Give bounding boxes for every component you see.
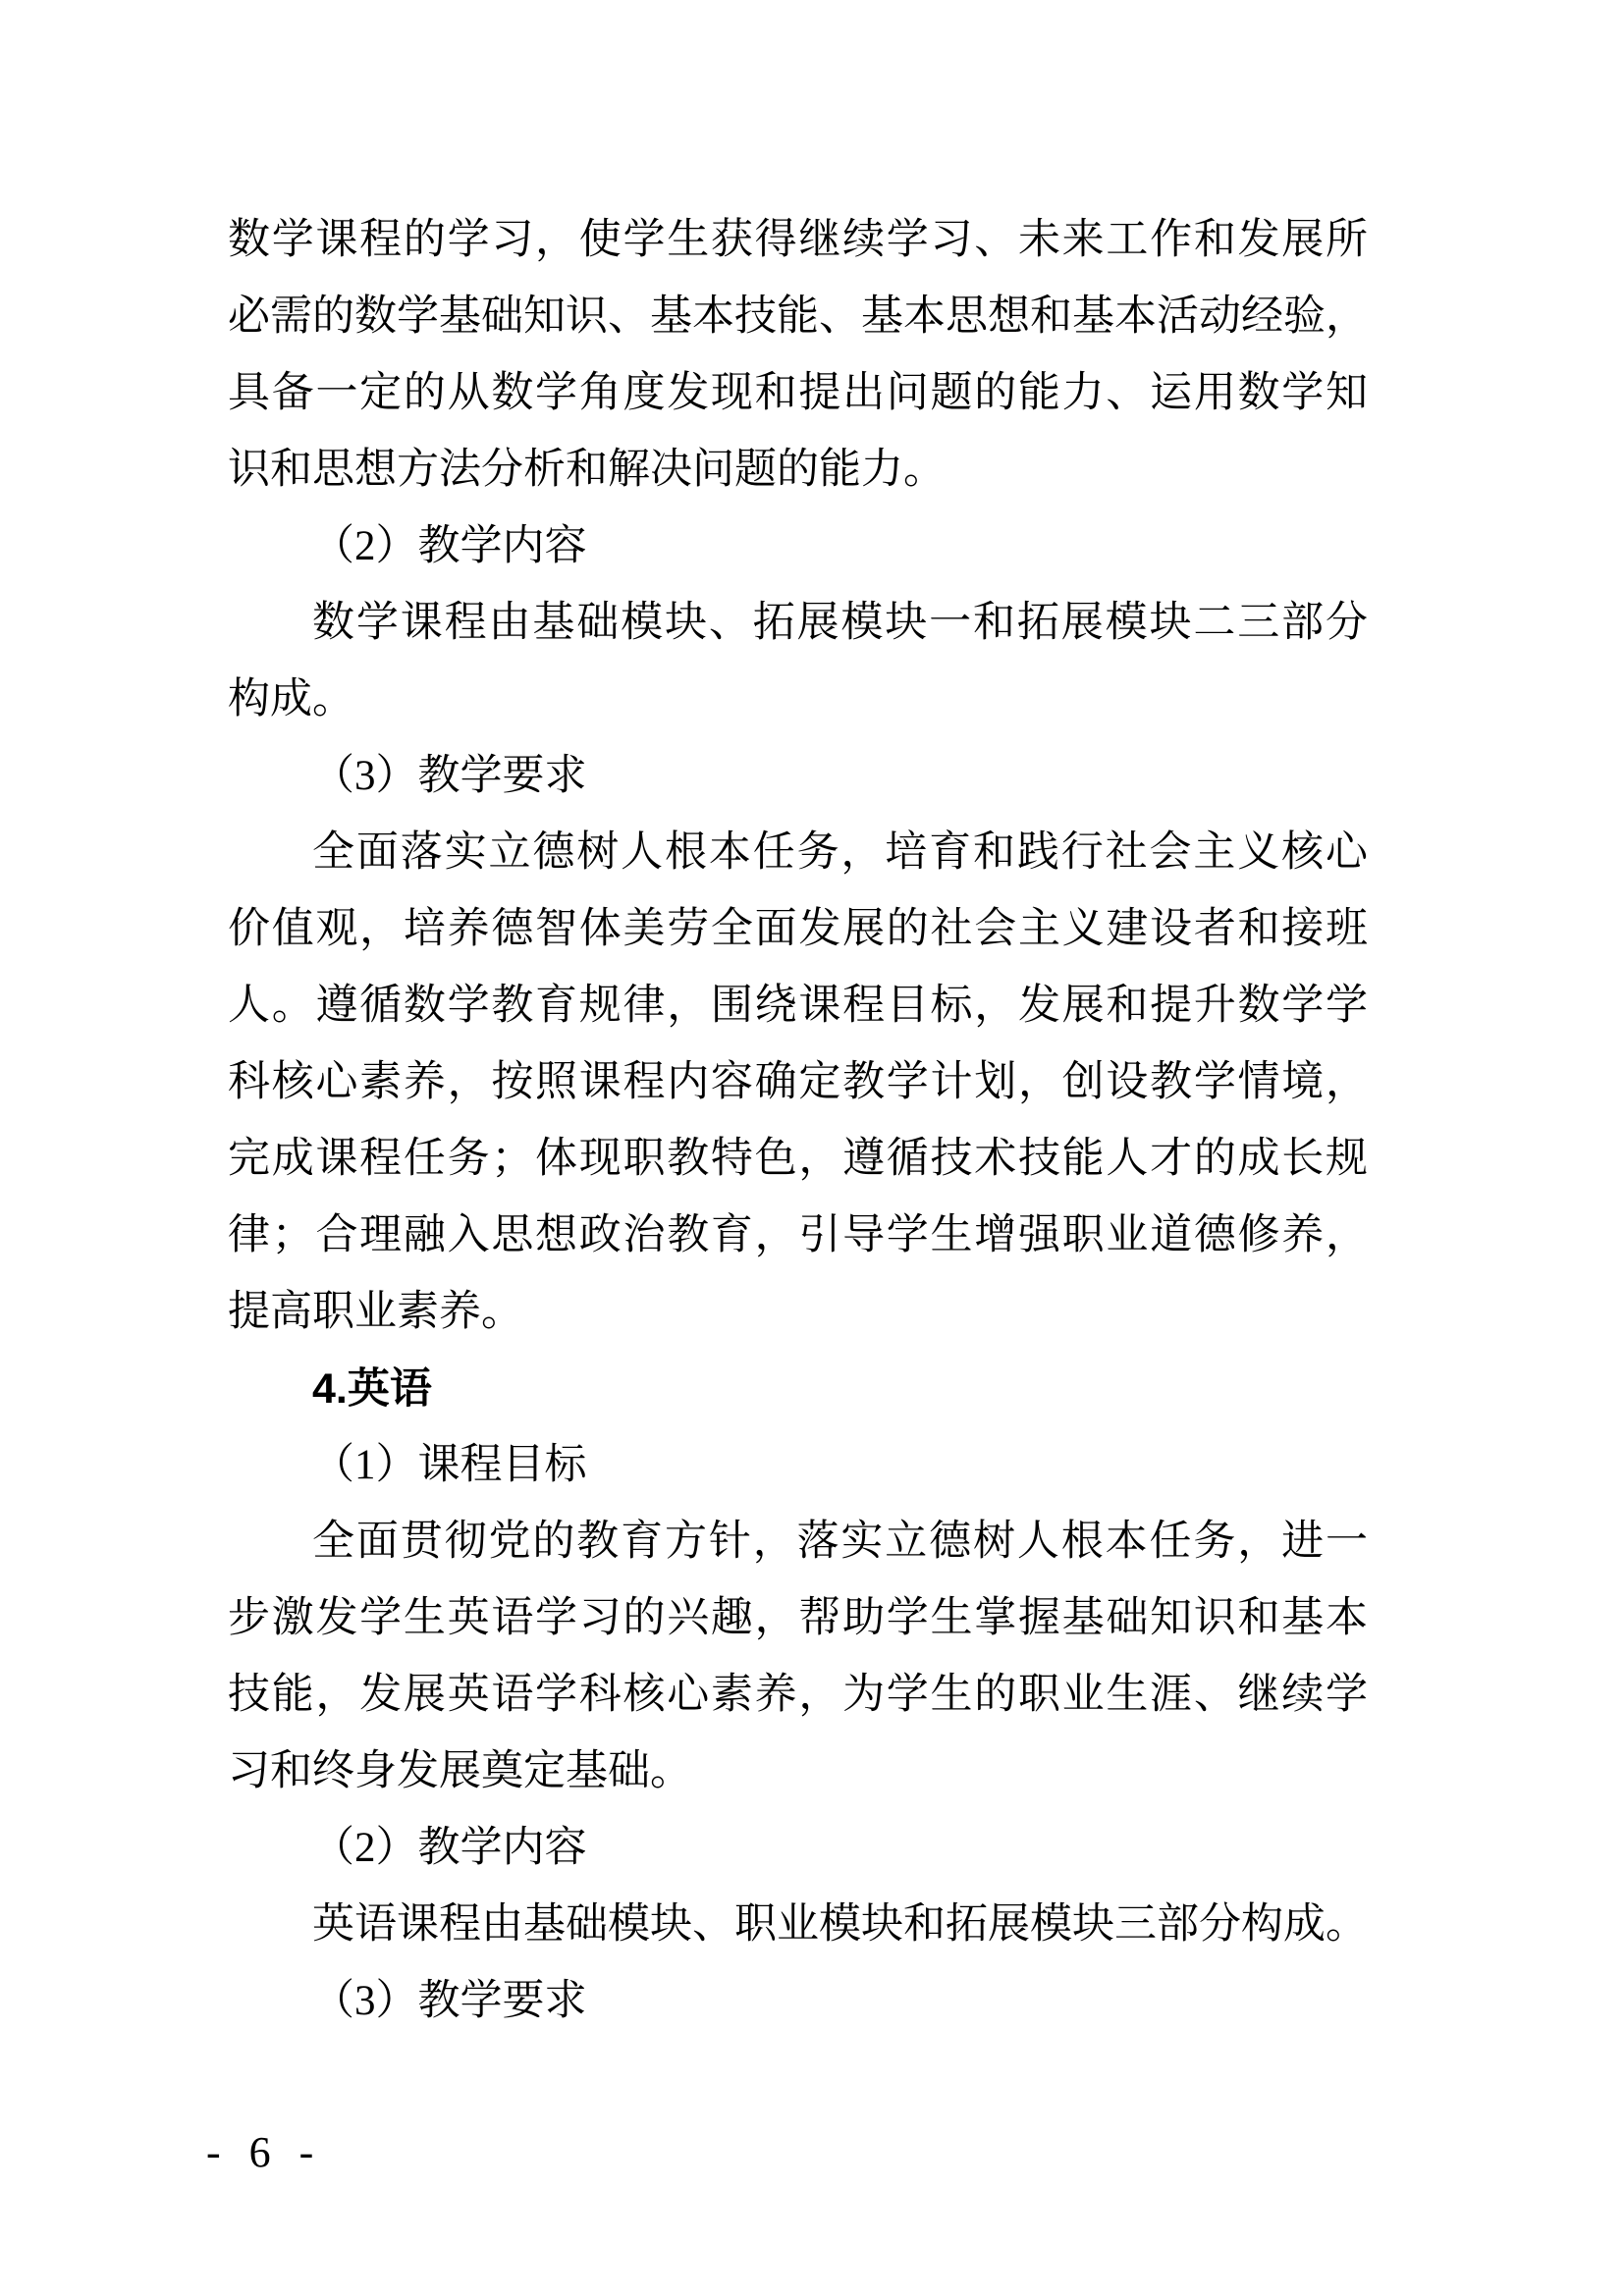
- text-line: 全面落实立德树人根本任务，培育和践行社会主义核心: [312, 829, 1368, 876]
- text-line: （3）教学要求: [312, 753, 587, 799]
- text-line: 提高职业素养。: [228, 1289, 523, 1335]
- body-text: [228, 202, 1368, 2040]
- text-line: 具备一定的从数学角度发现和提出问题的能力、运用数学知: [228, 370, 1368, 416]
- text-line: 技能，发展英语学科核心素养，为学生的职业生涯、继续学: [228, 1672, 1368, 1718]
- text-line: 英语课程由基础模块、职业模块和拓展模块三部分构成。: [312, 1901, 1368, 1948]
- text-line: 律；合理融入思想政治教育，引导学生增强职业道德修养，: [228, 1212, 1368, 1258]
- page-number: - 6 -: [206, 2128, 323, 2176]
- text-line: 步激发学生英语学习的兴趣，帮助学生掌握基础知识和基本: [228, 1595, 1368, 1641]
- text-line: 完成课程任务；体现职教特色，遵循技术技能人才的成长规: [228, 1136, 1368, 1182]
- text-line: 构成。: [228, 676, 354, 722]
- text-line: 人。遵循数学教育规律，围绕课程目标，发展和提升数学学: [228, 983, 1368, 1029]
- text-line: 必需的数学基础知识、基本技能、基本思想和基本活动经验，: [228, 294, 1368, 340]
- text-line: （2）教学内容: [312, 523, 587, 569]
- text-line: 全面贯彻党的教育方针，落实立德树人根本任务，进一: [312, 1519, 1368, 1565]
- section-heading: 4.英语: [312, 1365, 432, 1413]
- text-line: （1）课程目标: [312, 1442, 587, 1488]
- text-line: 数学课程由基础模块、拓展模块一和拓展模块二三部分: [312, 600, 1368, 646]
- text-line: （2）教学内容: [312, 1825, 587, 1871]
- text-line: （3）教学要求: [312, 1978, 587, 2024]
- text-line: 价值观，培养德智体美劳全面发展的社会主义建设者和接班: [228, 906, 1368, 952]
- text-line: 科核心素养，按照课程内容确定教学计划，创设教学情境，: [228, 1059, 1368, 1105]
- text-line: 数学课程的学习，使学生获得继续学习、未来工作和发展所: [228, 217, 1368, 263]
- text-line: 习和终身发展奠定基础。: [228, 1748, 692, 1794]
- text-line: 识和思想方法分析和解决问题的能力。: [228, 447, 946, 493]
